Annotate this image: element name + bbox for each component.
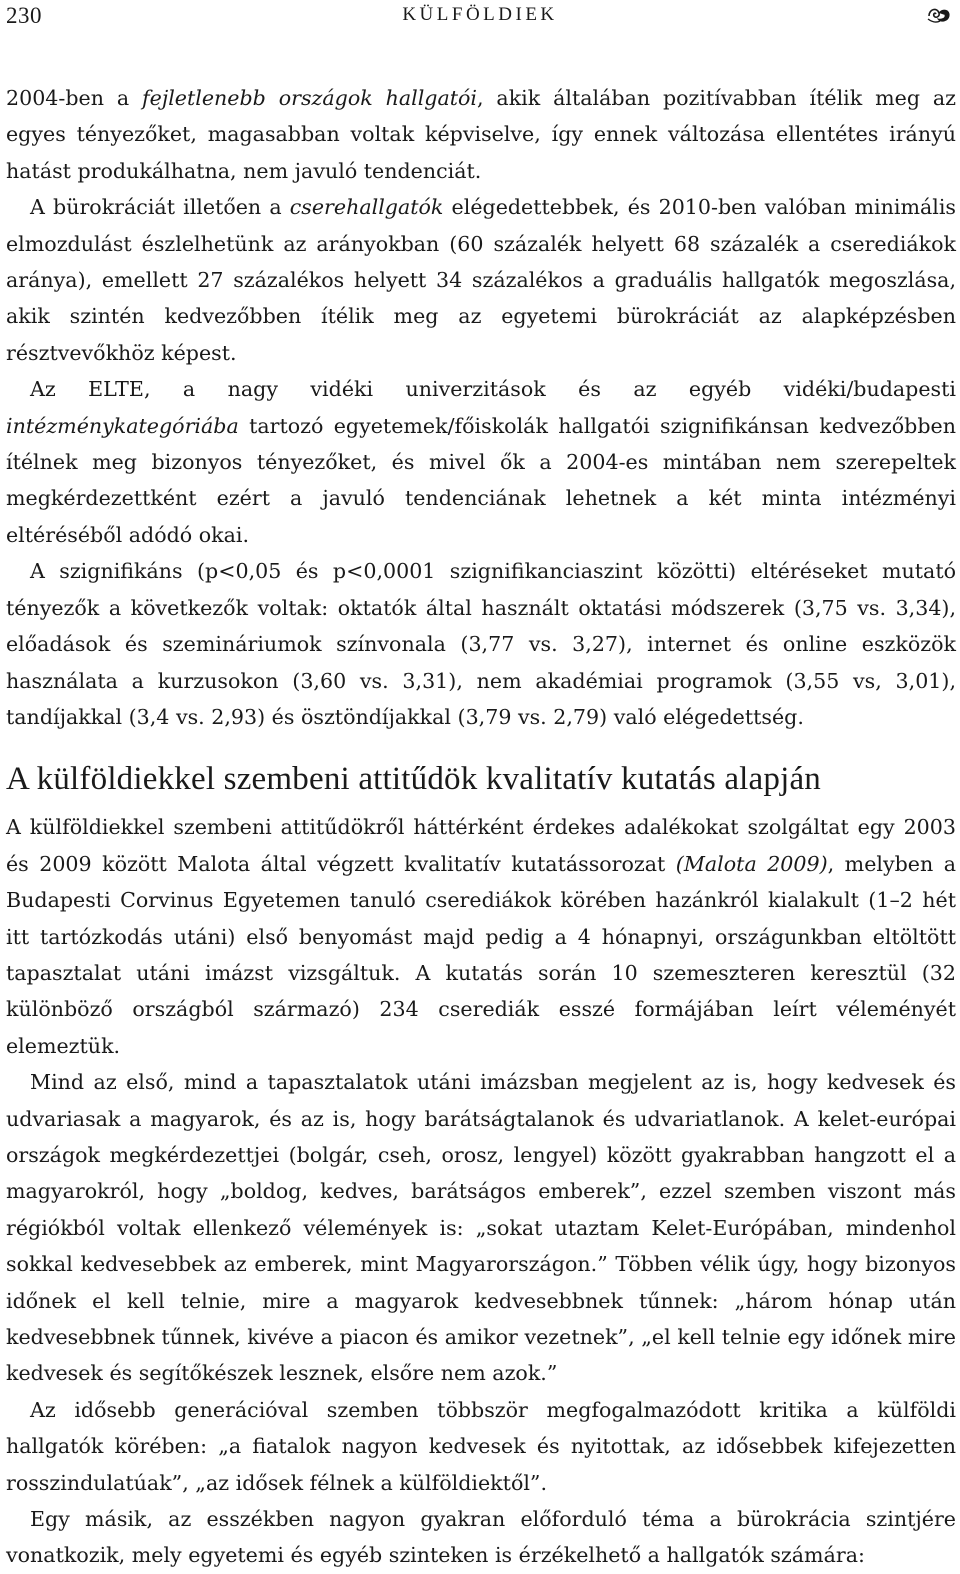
paragraph-1 [6,80,956,189]
paragraph-2-text-a: A bürokráciát illetően a [30,195,290,220]
paragraph-3 [6,371,956,553]
paragraph-2-italic: cserehallgatók [289,195,444,220]
paragraph-5-text-a: A külföldiekkel szembeni attitűdökről háttérként érdekes adalékokat szolgáltat egy 2003 és 2009 között Malota által végzett kvalitatív kutatássorozat [6,815,956,876]
paragraph-1-text-b: , akik általában pozitívabban ítélik meg az egyes tényezőket, magasabban voltak képviselve, így ennek változása ellentétes irányú hatást produkálhatna, nem javuló tendenciát. [6,86,956,183]
paragraph-5-text-b: , melyben a Budapesti Corvinus Egyetemen tanuló cserediákok körében hazánkról kialakult (1–2 hét itt tartózkodás utáni) első benyomást majd pedig a 4 hónapnyi, országunkban eltöltött tapasztalat utáni imázst vizsgáltuk. A kutatás során 10 szemeszteren keresztül (32 különböző országból származó) 234 cserediák esszé formájában leírt véleményét elemeztük. [6,851,956,1058]
paragraph-1-text-a: 2004-ben a [6,86,143,110]
paragraph-7-text: Az idősebb generációval szemben többször megfogalmazódott kritika a külföldi hallgatók körében: „a fiatalok nagyon kedvesek és nyitottak, az idősebbek kifejezetten rosszindulatúak”, „az idősek félnek a külföldiektől”. [6,1397,956,1495]
paragraph-8 [6,1501,956,1574]
paragraph-4 [6,553,956,735]
paragraph-1-italic: fejletlenebb országok hallgatói [142,86,478,110]
paragraph-2 [6,189,956,371]
paragraph-8-text: Egy másik, az esszékben nagyon gyakran előforduló téma a bürokrácia szintjére vonatkozik, mely egyetemi és egyéb szinteken is érzékelhető a hallgatók számára: [6,1507,956,1568]
paragraph-3-text-b: tartozó egyetemek/főiskolák hallgatói szignifikánsan kedvezőbben ítélnek meg bizonyos tényezőket, és mivel ők a 2004-es mintában nem szerepeltek megkérdezettként ezért a javuló tendenciának lehetnek a két minta intézményi eltéréséből adódó okai. [6,413,956,547]
paragraph-4-text: A szignifikáns (p<0,05 és p<0,0001 szignifikanciaszint közötti) eltéréseket mutató tényezők a következők voltak: oktatók által használt oktatási módszerek (3,75 vs. 3,34), előadások és szemináriumok színvonala (3,77 vs. 3,27), internet és online eszközök használata a kurzusokon (3,60 vs. 3,31), nem akadémiai programok (3,55 vs, 3,01), tandíjakkal (3,4 vs. 2,93) és ösztöndíjakkal (3,79 vs. 2,79) való elégedettség. [6,559,956,729]
paragraph-6 [6,1064,956,1392]
paragraph-5-citation: (Malota 2009) [675,851,828,876]
page-header [0,0,960,34]
paragraph-5 [6,809,956,1064]
paragraph-2-text-b: elégedettebbek, és 2010-ben valóban minimális elmozdulást észlelhetünk az arányokban (60 százalék helyett 68 százalék a cserediákok aránya), emellett 27 százalékos helyett 34 százalékos a graduális hallgatók megoszlása, akik szintén kedvezőbben ítélik meg az egyetemi bürokráciát az alapképzésben résztvevőkhöz képest. [6,195,957,365]
paragraph-6-text: Mind az első, mind a tapasztalatok utáni imázsban megjelent az is, hogy kedvesek és udvariasak a magyarok, és az is, hogy barátságtalanok és udvariatlanok. A kelet-európai országok megkérdezettjei (bolgár, cseh, orosz, lengyel) között gyakrabban hangzott el a magyarokról, hogy „boldog, kedves, barátságos emberek”, ezzel szemben viszont más régiókból voltak ellenkező vélemények is: „sokat utaztam Kelet-Európában, mindenhol sokkal kedvesebbek az emberek, mint Magyarországon.” Többen vélik úgy, hogy bizonyos időnek el kell telnie, mire a magyarok kedvesebbnek tűnnek: „három hónap után kedvesebbnek tűnnek, kivéve a piacon és amikor vezetnek”, „el kell telnie egy időnek mire kedvesek és segítőkészek lesznek, elsőre nem azok.” [6,1070,956,1386]
page-number: 230 [6,3,42,28]
paragraph-3-text-a: Az ELTE, a nagy vidéki univerzitások és az egyéb vidéki/budapesti [30,377,956,402]
section-heading: A külföldiekkel szembeni attitűdök kvalitatív kutatás alapján [6,761,821,798]
paragraph-3-italic: intézménykategóriába [6,413,239,438]
paragraph-7 [6,1392,956,1501]
page-content [6,80,956,1574]
fleuron-ornament-icon [926,4,952,26]
running-title: KÜLFÖLDIEK [402,4,558,25]
